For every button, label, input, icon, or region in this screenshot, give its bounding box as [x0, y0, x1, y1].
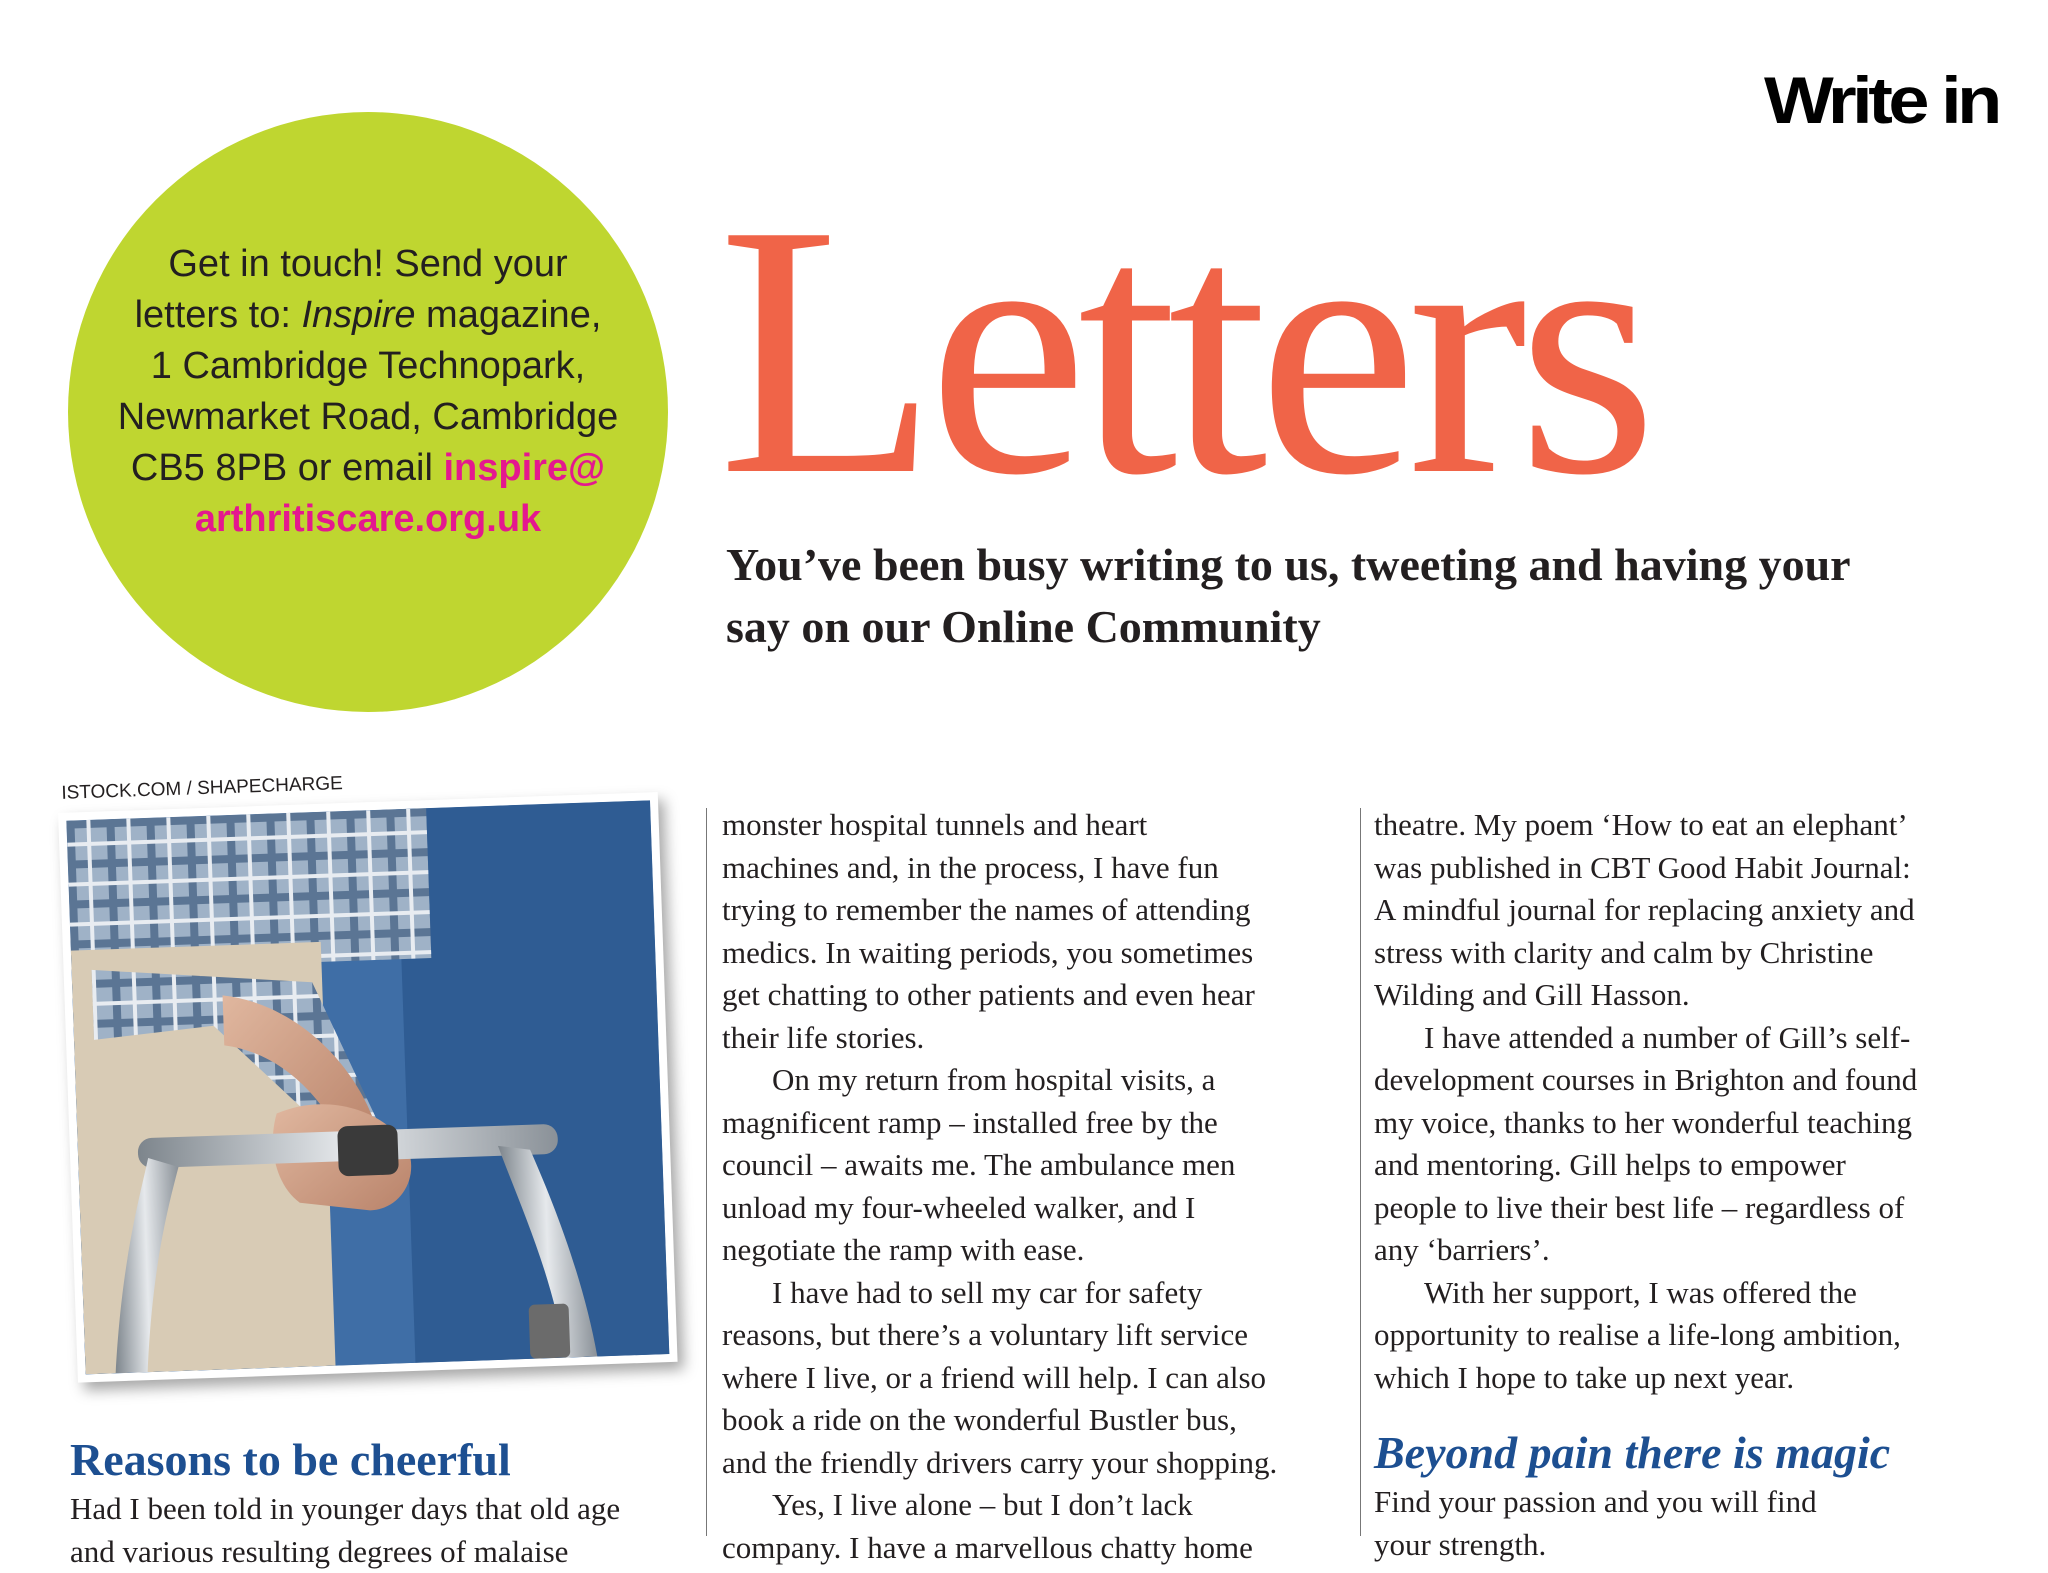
column-divider — [1360, 808, 1361, 1536]
walker-illustration — [66, 800, 669, 1374]
photo-credit: ISTOCK.COM / SHAPECHARGE — [61, 773, 344, 804]
contact-text — [88, 239, 648, 545]
paragraph: theatre. My poem ‘How to eat an elephant’ was published in CBT Good Habit Journal: A mindful journal for replacing anxiety and stress with clarity and calm by Christine Wilding and Gill Hasson. — [1374, 807, 1915, 1012]
letter-column-1 — [70, 1432, 690, 1573]
letter-column-3 — [1374, 804, 1994, 1566]
letter-column-2 — [722, 804, 1352, 1569]
paragraph: I have attended a number of Gill’s self- development courses in Brighton and found my voice, thanks to her wonderful teaching and mentoring. Gill helps to empower people to live their best life – regardless of any ‘barriers’. — [1374, 1019, 1918, 1267]
contact-line: 1 Cambridge Technopark, — [150, 345, 586, 387]
contact-line: CB5 8PB or email inspire@ — [130, 447, 606, 489]
paragraph: Find your passion and you will find your strength. — [1374, 1484, 1817, 1562]
photo-frame — [58, 792, 678, 1383]
page-title: Letters — [718, 150, 1648, 549]
contact-line: Get in touch! Send your — [168, 243, 568, 285]
letter-heading: Beyond pain there is magic — [1374, 1427, 1891, 1478]
contact-line: Newmarket Road, Cambridge — [117, 396, 619, 438]
standfirst: You’ve been busy writing to us, tweeting and having your say on our Online Community — [726, 539, 1851, 652]
paragraph: With her support, I was offered the opportunity to realise a life-long ambition, which I hope to take up next year. — [1374, 1274, 1901, 1395]
letter-heading: Reasons to be cheerful — [70, 1434, 511, 1485]
magazine-name: Inspire — [301, 294, 416, 336]
paragraph: monster hospital tunnels and heart machines and, in the process, I have fun trying to remember the names of attending medics. In waiting periods, you sometimes get chatting to other patients and even hear their life stories. — [722, 807, 1255, 1055]
paragraph: I have had to sell my car for safety reasons, but there’s a voluntary lift service where I live, or a friend will help. I can also book a ride on the wonderful Bustler bus, and the friendly drivers carry your shopping. — [722, 1274, 1278, 1480]
paragraph: On my return from hospital visits, a magnificent ramp – installed free by the council – awaits me. The ambulance men unload my four-wheeled walker, and I negotiate the ramp with ease. — [722, 1062, 1236, 1267]
contact-circle — [68, 112, 668, 712]
paragraph: Yes, I live alone – but I don’t lack company. I have a marvellous chatty home — [722, 1487, 1253, 1565]
email-link[interactable]: inspire@ — [443, 447, 606, 489]
column-divider — [706, 808, 707, 1536]
email-link-continued[interactable]: arthritiscare.org.uk — [194, 498, 542, 540]
contact-line: letters to: Inspire magazine, — [134, 294, 602, 336]
section-tag: Write in — [1764, 63, 1998, 137]
letter-body: Had I been told in younger days that old age and various resulting degrees of malaise — [70, 1491, 621, 1569]
photo-block — [57, 761, 699, 1422]
walker-photo — [66, 800, 669, 1374]
